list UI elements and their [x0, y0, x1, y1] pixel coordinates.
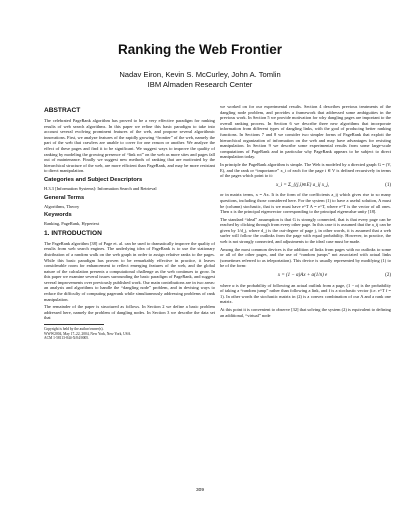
author-block [0, 70, 400, 90]
footnote-line: Copyright is held by the author/owner(s). [44, 327, 104, 332]
authors: Nadav Eiron, Kevin S. McCurley, John A. Tomlin [119, 70, 281, 79]
categories-heading: Categories and Subject Descriptors [44, 176, 143, 183]
equation-1 [220, 183, 391, 189]
equation-body: x = (1 − α)Ax + α(1/n) e [277, 273, 328, 279]
body-paragraph: In principle the PageRank algorithm is simple. The Web is modeled by a directed graph G = (V, E), and the rank or “importance” x_i of each for the page i ∈ V is defined recursively in terms of the pages which point to it: [220, 161, 391, 179]
footnote-line: WWW2004, May 17–22, 2004, New York, New York, USA. [44, 331, 132, 336]
introduction-paragraph: The PageRank algorithm [38] of Page et. al. can be used to dramatically improve the quality of results from web search engines. The underlying idea of PageRank is to use the stationary distribution of a random walk on the web graph in order to assign relative ranks to the pages. While this basic paradigm has proven to be remarkably effective in practice, it leaves considerable room for enhancement to reflect emerging features of the web, and the global nature of the calculation presents a computational challenge as the web continues to grow. In this paper we examine several issues surrounding the basic paradigm of PageRank, and suggest several improvements over previously published work. Our main contributions are in two areas: an analysis and algorithms to handle the “dangling node” problem, and in devising ways to reduce the difficulty of computing pagerank while simultaneously addressing problems of rank manipulation. [44, 240, 215, 302]
introduction-paragraph: The remainder of the paper is structured as follows. In Section 2 we define a basic problem addressed here, namely the problem of dangling nodes. In Section 3 we describe the data set that [44, 304, 215, 321]
copyright-footnote [44, 327, 215, 341]
paper-title: Ranking the Web Frontier [117, 42, 282, 57]
abstract-heading: ABSTRACT [44, 107, 81, 114]
equation-number: (2) [385, 273, 391, 279]
keywords-text: Ranking, PageRank, Hypertext [44, 221, 100, 227]
footnote-divider [44, 324, 104, 325]
body-paragraph: we worked on for our experimental results. Section 4 describes previous treatments of the dangling node problem, and provides a framework that addressed some ambiguities in the previous work. In Section 5 we provide motivation for why dangling pages are important to the overall ranking process. In Section 6 we describe three new algorithms that incorporate information from different types of dangling links, with the goal of producing better ranking functions. In Sections 7 and 8 we consider two simpler forms of PageRank that exploit the hierarchical organization of information on the web and may have advantages for resisting manipulation. In Section 9 we describe some experimental results from some large-scale computations of PageRank and in particular why PageRank appears to be subject to direct manipulation today. [220, 104, 391, 160]
keywords-heading: Keywords [44, 212, 72, 219]
general-terms-text: Algorithms, Theory [44, 203, 80, 209]
categories-text: H.3.3 [Information Systems]: Information Search and Retrieval [44, 185, 157, 191]
equation-body: x_i = Σ_{(j,i)∈E} a_ij x_j, [275, 182, 330, 188]
general-terms-heading: General Terms [44, 194, 85, 201]
body-paragraph: where α is the probability of following an actual outlink from a page, (1 − α) is the probability of taking a “random jump” rather than following a link, and f is a stochastic vector (i.e. e^T f = 1). In other words the stochastic matrix in (2) is a convex combination of our A and a rank one matrix. [220, 282, 391, 305]
footnote-line: ACM 1-58113-844-X/04/0005. [44, 336, 89, 341]
affiliation: IBM Almaden Research Center [147, 80, 253, 89]
equation-number: (1) [385, 182, 391, 188]
introduction-heading: 1. INTRODUCTION [44, 229, 102, 237]
abstract-text: The celebrated PageRank algorithm has proved to be a very effective paradigm for ranking results of web search algorithms. In this paper we refine this basic paradigm to take into account several evolving prominent features of the web, and propose several algorithmic innovations. First, we analyze features of the rapidly growing “frontier” of the web, namely the part of the web that crawlers are unable to cover for one reason or another. We analyze the effect of these pages and find it to be significant. We suggest ways to improve the quality of ranking by modeling the growing presence of “link rot” on the web as more sites and pages fall out of maintenance. Finally we suggest new methods of ranking that are motivated by the hierarchical structure of the web, are more efficient than PageRank, and may be more resistant to direct manipulation. [44, 118, 215, 174]
body-paragraph: Among the most common devices is the addition of links from pages with no outlinks to some or all of the other pages, and the use of “random jumps” not associated with actual links (sometimes referred to as teleportation). This device is usually represented by modifying (1) to be of the form: [220, 246, 391, 269]
body-paragraph: or in matrix terms, x = Ax. It is the form of the coefficients a_ij which gives rise to so many questions, including those considered here. For the system (1) to have a useful solution, A must be (column) stochastic, that is we must have e^T A = e^T, where e^T is the vector of all ones. Then x is the principal eigenvector corresponding to the principal eigenvalue unity [18]. [220, 192, 391, 215]
left-column [44, 104, 215, 341]
body-paragraph: At this point it is convenient to observe [32] that solving the system (2) is equivalent to defining an additional, “virtual” node [220, 307, 391, 318]
equation-2 [220, 273, 391, 279]
right-column [220, 104, 391, 320]
body-paragraph: The standard “ideal” assumption is that G is strongly connected, that is that every page can be reached by clicking through from every other page. In this case it is assumed that the a_ij can be given by 1/d_j, where d_j is the out-degree of page j, in other words, it is assumed that a web surfer will follow the outlinks from the page with equal probability. However, in practice, the web is not strongly connected, and adjustments to the ideal case must be made. [220, 216, 391, 245]
page-number: 309 [195, 488, 204, 493]
